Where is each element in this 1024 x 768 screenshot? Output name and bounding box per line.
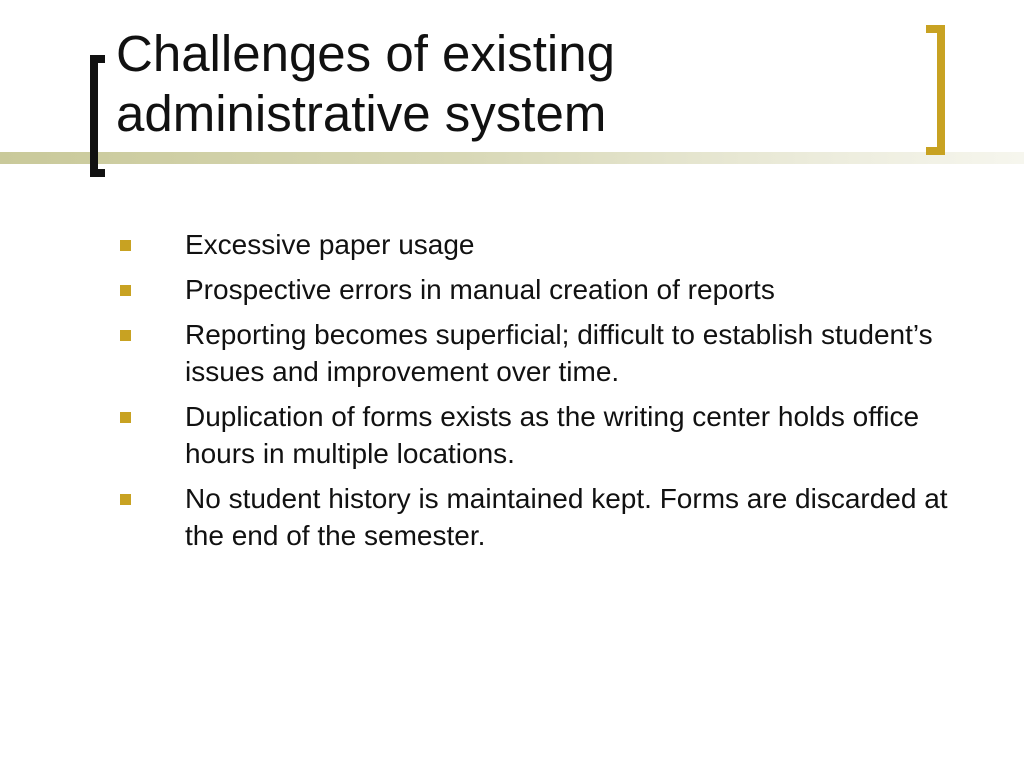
square-bullet-icon [120,412,131,423]
slide-title: Challenges of existing administrative system [116,25,615,142]
bullet-text: No student history is maintained kept. Forms are discarded at the end of the semester. [185,483,948,551]
bullet-text: Prospective errors in manual creation of reports [185,274,775,305]
bullet-list [0,226,1024,562]
square-bullet-icon [120,494,131,505]
bullet-item [0,226,1024,263]
bullet-item [0,480,1024,554]
bullet-text: Reporting becomes superficial; difficult to establish student’s issues and improvement over time. [185,319,933,387]
left-bracket-icon [90,55,105,177]
bullet-text: Duplication of forms exists as the writing center holds office hours in multiple locations. [185,401,920,469]
square-bullet-icon [120,240,131,251]
bullet-item [0,271,1024,308]
bullet-text: Excessive paper usage [185,229,475,260]
square-bullet-icon [120,285,131,296]
bullet-item [0,398,1024,472]
bullet-item [0,316,1024,390]
right-bracket-icon [926,25,945,155]
square-bullet-icon [120,330,131,341]
title-underline-band [0,152,1024,164]
